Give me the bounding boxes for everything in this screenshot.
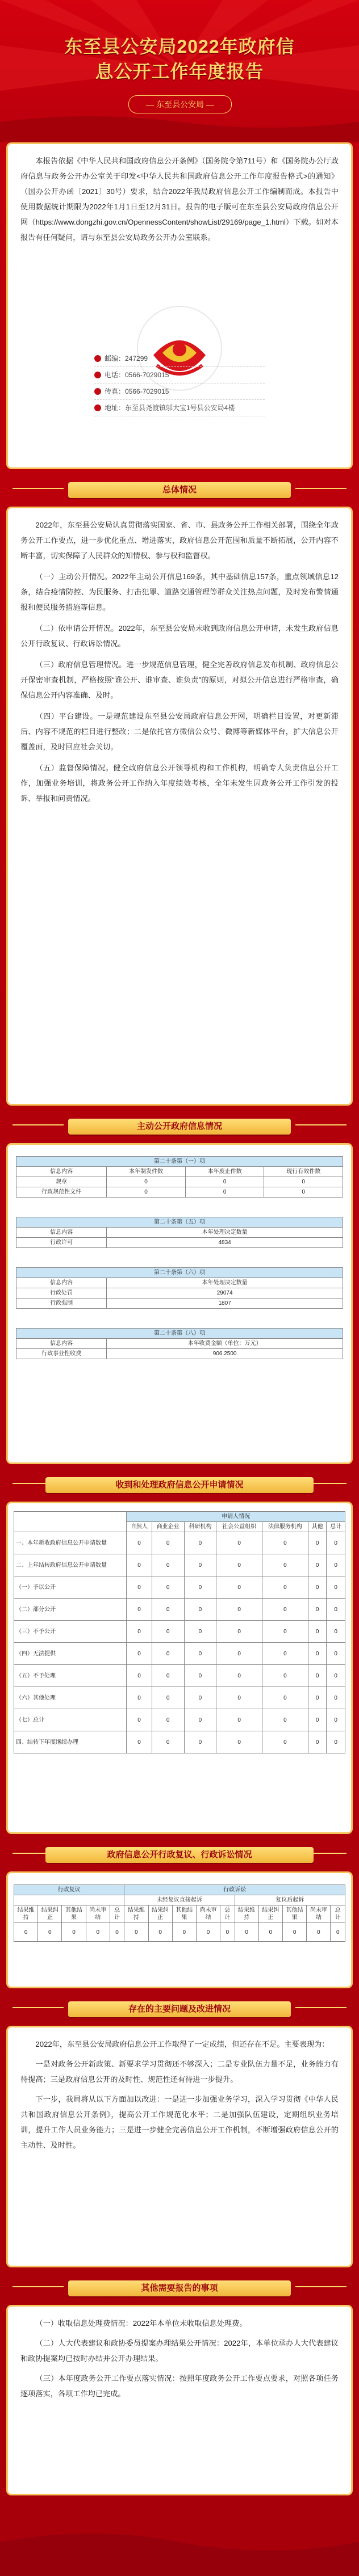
review-table-card: [8, 1873, 351, 1987]
column-header: 尚未审结: [307, 1905, 331, 1923]
column-header: 法律服务机构: [262, 1522, 308, 1532]
proactive-disclosure-table: 第二十条第（一）项 信息内容 本年制发件数 本年废止件数 现行有效件数 规章 0 0 0 行政规范性文件 0 0 0 第二十条第（五）项 信息内容 本年处理决定数量 行政许可 4834 第二十条第（六）项 信息内容 本年处理决定数量 行政处罚 29074 行政强制 1807 第二十条第（八）项 信息内容 本年收费金额（单位：万元） 行政事业性收费 906.2500: [16, 1156, 343, 1359]
table-row: （二）部分公开 0 0 0 0 0 0 0: [14, 1599, 345, 1621]
table-row: （一）予以公开 0 0 0 0 0 0 0: [14, 1576, 345, 1599]
table-row: 一、本年新收政府信息公开申请数量 0 0 0 0 0 0 0: [14, 1532, 345, 1554]
column-header: 社会公益组织: [216, 1522, 262, 1532]
unit-label: — 东至县公安局 —: [128, 95, 232, 113]
review-litigation-table: 行政复议 行政诉讼 未经复议直接起诉 复议后起诉 结果维持 结果纠正 其他结果 尚未审结 总计 结果维持 结果纠正 其他结果 尚未审结 总计 结果维持 结果纠正 其他结果 尚未审结 总计 0 0 0 0 0 0 0 0 0 0 0 0 0 0 0: [14, 1884, 345, 1942]
problems-card: [8, 2027, 351, 2266]
column-header: 其他结果: [62, 1905, 86, 1923]
others-card: [8, 2307, 351, 2494]
overview-paragraph: 2022年，东至县公安局认真贯彻落实国家、省、市、县政务公开工作相关部署，围绕全年政务公开工作要点，进一步优化重点、增进落实，政府信息公开范围和质量不断拓展，公开内容不断丰富，切实保障了人民群众的知情权、参与权和监督权。: [20, 521, 339, 560]
title-line-2: 息公开工作年度报告: [95, 61, 264, 82]
section-header-requests: 收到和处理政府信息公开申请情况: [0, 1473, 359, 1498]
address-row: 地址：东至县尧渡镇邬大宝1号县公安局4楼: [94, 400, 265, 416]
requests-table-card: [8, 1503, 351, 1832]
column-header: 自然人: [127, 1522, 152, 1532]
column-header: 商业企业: [152, 1522, 184, 1532]
table-row: 二、上年结转政府信息公开申请数量 0 0 0 0 0 0 0: [14, 1554, 345, 1576]
column-header: 总计: [331, 1905, 345, 1923]
intro-card: [8, 144, 351, 467]
intro-text: 本报告依据《中华人民共和国政府信息公开条例》（国务院令第711号）和《国务院办公厅政府信息与政务公开办公室关于印发<中华人民共和国政府信息公开工作年度报告格式>的通知》（国办公开办函〔2021〕30号）要求，结合2022年我局政府信息公开工作编制而成。本报告中使用数据统计期限为2022年1月1日至12月31日。报告的电子版可在东至县公安局政府信息公开网（https://www.dongzhi.gov.cn/OpennessContent/showList/29169/page_1.html）下载。如对本报告有任何疑问，请与东至县公安局政务公开办公室联系。: [20, 157, 339, 242]
column-header: 尚未审结: [196, 1905, 220, 1923]
fax-icon: [94, 388, 101, 395]
zip-row: 邮编：247299: [94, 351, 265, 367]
table-row: 规章 0 0 0: [16, 1177, 343, 1187]
section-header-others: 其他需要报告的事项: [0, 2276, 359, 2301]
phone-icon: [94, 372, 101, 378]
problems-paragraph: 2022年，东至县公安局政府信息公开工作取得了一定成绩，但还存在不足。主要表现为：: [35, 2040, 329, 2048]
column-header: 结果维持: [14, 1905, 38, 1923]
column-header: 结果维持: [124, 1905, 148, 1923]
title-line-1: 东至县公安局2022年政府信: [64, 36, 295, 57]
column-header: 结果纠正: [148, 1905, 172, 1923]
contact-info: [94, 351, 265, 416]
column-header: 总计: [327, 1522, 345, 1532]
column-header: 总计: [220, 1905, 235, 1923]
phone-row: 电话：0566-7029015: [94, 367, 265, 383]
section-header-overview: 总体情况: [0, 478, 359, 503]
table-row: 四、结转下年度继续办理 0 0 0 0 0 0 0: [14, 1731, 345, 1753]
requests-table: 申请人情况 自然人 商业企业 科研机构 社会公益组织 法律服务机构 其他 总计 一、本年新收政府信息公开申请数量 0 0 0 0 0 0 0 二、上年结转政府信息公开申请数量 0 0 0 0 0 0 0 （一）予以公开 0 0 0 0 0 0 0 （二）部分公开 0 0 0 0 0 0 0 （三）不予公开 0 0 0 0 0 0 0 （四）无法提供 0 0 0 0 0 0 0 （五）不予处理 0 0 0 0 0 0 0 （六）其他处理 0 0 0 0 0 0 0 （七）总计 0 0 0 0 0 0 0 四、结转下年度继续办理 0 0 0 0 0 0 0: [14, 1511, 345, 1753]
others-paragraph: （一）收取信息处理费情况：2022年本单位未收取信息处理费。: [35, 2319, 247, 2328]
overview-paragraph: （一）主动公开情况。2022年主动公开信息169条，其中基础信息157条，重点领域信息12条，结合疫情防控、为民服务、打击犯罪、道路交通管理等群众关注热点问题，及时发布警情通报和便民服务措施等信息。: [20, 572, 339, 612]
table-row: （六）其他处理 0 0 0 0 0 0 0: [14, 1687, 345, 1709]
proactive-table-card: [8, 1145, 351, 1462]
column-header: 总计: [110, 1905, 124, 1923]
column-header: 结果纠正: [38, 1905, 62, 1923]
others-paragraph: （二）人大代表建议和政协委员提案办理结果公开情况：2022年，本单位承办人大代表建议和政协提案均已按时办结并公开办理结果。: [20, 2339, 339, 2363]
column-header: 尚未审结: [86, 1905, 110, 1923]
table-row: （五）不予处理 0 0 0 0 0 0 0: [14, 1665, 345, 1687]
report-banner: [0, 0, 359, 142]
table-row: 行政强制 1807: [16, 1298, 343, 1309]
section-header-proactive: 主动公开政府信息情况: [0, 1114, 359, 1139]
table-row: 行政事业性收费 906.2500: [16, 1349, 343, 1359]
problems-paragraph: 一是对政务公开新政策、新要求学习贯彻还不够深入；二是专业队伍力量不足，业务能力有待提高；三是政府信息公开的及时性、规范性还有待进一步提升。: [20, 2060, 339, 2084]
footer-decoration: [0, 2508, 359, 2576]
column-header: 其他结果: [283, 1905, 307, 1923]
mail-icon: [94, 355, 101, 362]
table-row: （四）无法提供 0 0 0 0 0 0 0: [14, 1643, 345, 1665]
table-row: 行政规范性文件 0 0 0: [16, 1187, 343, 1198]
column-header: 科研机构: [184, 1522, 216, 1532]
table-row: （三）不予公开 0 0 0 0 0 0 0: [14, 1621, 345, 1643]
others-paragraph: （三）本年度政务公开工作要点落实情况：按照年度政务公开工作要点要求，对照各项任务逐项落实，各项工作均已完成。: [20, 2374, 339, 2398]
fax-row: 传真：0566-7029015: [94, 383, 265, 400]
overview-paragraph: （四）平台建设。一是规范建设东至县公安局政府信息公开网，明确栏目设置，对更新滞后、内容不规范的栏目进行整改；二是依托官方微信公众号、微博等新媒体平台，扩大信息公开覆盖面，及时回应社会关切。: [20, 712, 339, 751]
table-row: 行政处罚 29074: [16, 1288, 343, 1298]
column-header: 结果维持: [235, 1905, 258, 1923]
column-header: 其他结果: [172, 1905, 196, 1923]
location-icon: [94, 404, 101, 411]
section-header-review: 政府信息公开行政复议、行政诉讼情况: [0, 1843, 359, 1867]
table-row: 行政许可 4834: [16, 1238, 343, 1248]
section-header-problems: 存在的主要问题及改进情况: [0, 1997, 359, 2022]
overview-paragraph: （五）监督保障情况。健全政府信息公开领导机构和工作机构，明确专人负责信息公开工作，加强业务培训，将政务公开工作纳入年度绩效考核，全年未发生因政务公开工作引发的投诉、举报和问责情况。: [20, 764, 339, 803]
problems-paragraph: 下一步，我局将从以下方面加以改进：一是进一步加强业务学习，深入学习贯彻《中华人民共和国政府信息公开条例》，提高公开工作规范化水平；二是加强队伍建设，定期组织业务培训，提升工作人员业务能力；三是进一步健全完善信息公开工作机制，不断增强政府信息公开的主动性、及时性。: [20, 2095, 339, 2149]
page-title: [0, 34, 359, 84]
overview-paragraph: （二）依申请公开情况。2022年，东至县公安局未收到政府信息公开申请，未发生政府信息公开行政复议、行政诉讼情况。: [20, 624, 339, 648]
table-row: （七）总计 0 0 0 0 0 0 0: [14, 1709, 345, 1731]
overview-card: [8, 508, 351, 1104]
column-header: 其他: [308, 1522, 327, 1532]
column-header: 结果纠正: [258, 1905, 282, 1923]
overview-paragraph: （三）政府信息管理情况。进一步规范信息管理，健全完善政府信息发布机制、政府信息公开保密审查机制，严格按照“谁公开、谁审查、谁负责”的原则，对拟公开信息进行严格审查，确保信息公开内容准确、及时。: [20, 660, 339, 699]
